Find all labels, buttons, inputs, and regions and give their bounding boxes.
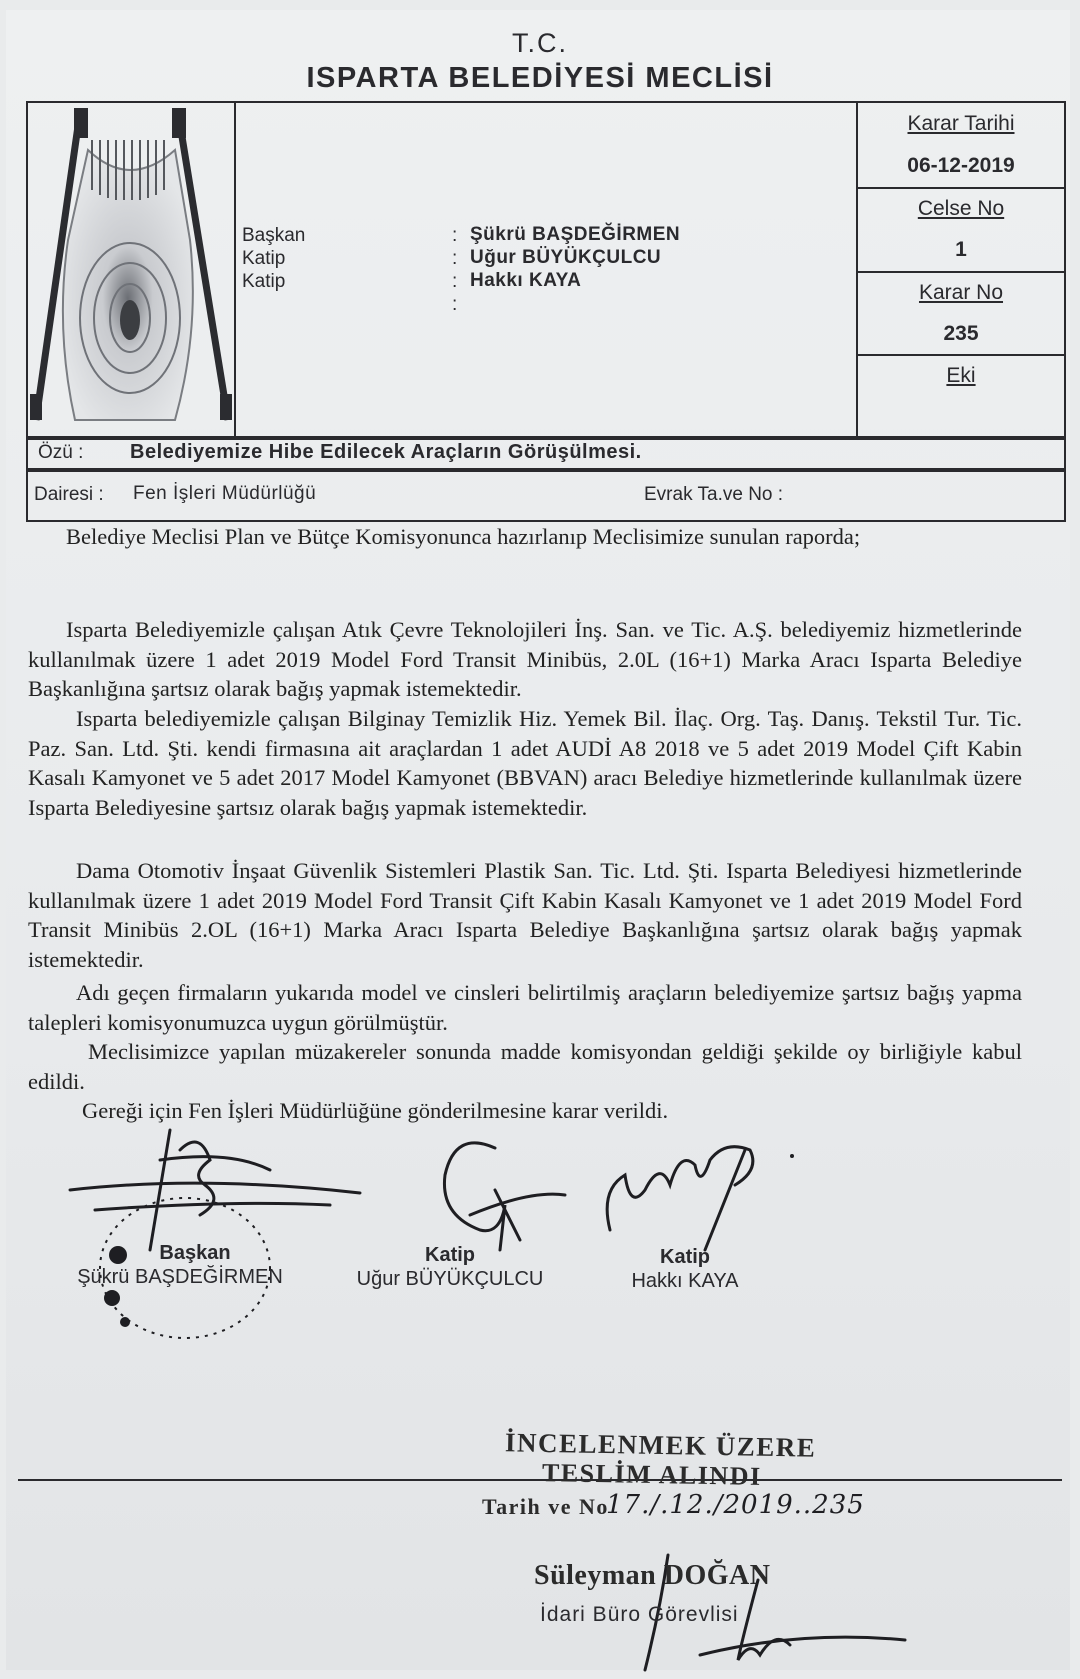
member-sep-3: :	[452, 271, 458, 292]
body-paragraph-1: Isparta Belediyemizle çalışan Atık Çevre Teknolojileri İnş. San. ve Tic. A.Ş. belediyemiz hizmetlerinde kullanılmak üzere 1 adet 2019 Model Ford Transit Minibüs, 2.0L (16+1) Marka Aracı Isparta Belediye Başkanlığına şartsız olarak bağış yapmak istemektedir.	[28, 617, 1022, 701]
body-paragraph-6: Gereği için Fen İşleri Müdürlüğüne gönderilmesine karar verildi.	[82, 1098, 669, 1123]
member-sep-2: :	[452, 248, 458, 269]
signature-name-clerk-2: Hakkı KAYA	[631, 1270, 739, 1292]
attachment-label: Eki	[946, 364, 976, 387]
document-number-label: Evrak Ta.ve No :	[644, 484, 784, 505]
receipt-date-handwritten: 17./.12./2019..235	[606, 1490, 865, 1520]
receipt-official-name: Süleyman DOĞAN	[534, 1560, 771, 1591]
member-role-3: Katip	[242, 271, 286, 292]
body-intro: Belediye Meclisi Plan ve Bütçe Komisyonunca hazırlanıp Meclisimize sunulan raporda;	[66, 524, 861, 549]
department-value: Fen İşleri Müdürlüğü	[133, 483, 317, 504]
header-tc: T.C.	[511, 28, 568, 58]
member-name-3: Hakkı KAYA	[470, 270, 582, 291]
right-row-divider-2	[858, 271, 1064, 273]
session-number-label: Celse No	[917, 197, 1005, 220]
right-row-divider-1	[858, 187, 1064, 189]
decision-number-label: Karar No	[918, 281, 1004, 304]
summary-value: Belediyemize Hibe Edilecek Araçların Görüşülmesi.	[130, 441, 642, 463]
body-paragraph-4: Adı geçen firmaların yukarıda model ve cinsleri belirtilmiş araçların belediyemize şartsız bağış yapma talepleri komisyonumuzca uygun görülmüştür.	[28, 980, 1022, 1035]
receipt-stamp-line-1: İNCELENMEK ÜZERE	[504, 1427, 817, 1463]
body-paragraph-5: Meclisimizce yapılan müzakereler sonunda madde komisyondan geldiği şekilde oy birliğiyle kabul edildi.	[28, 1039, 1022, 1094]
body-paragraph-3: Dama Otomotiv İnşaat Güvenlik Sistemleri Plastik San. Tic. Ltd. Şti. Isparta Belediyesi hizmetlerinde kullanılmak üzere 1 adet 2019 Model Ford Transit Çift Kabin Kasalı Kamyonet ve 1 adet 2019 Model Ford Transit Minibüs 2.OL (16+1) Marka Aracı Isparta Belediye Başkanlığına şartsız olarak bağış yapmak istemektedir.	[28, 858, 1022, 972]
decision-date-label: Karar Tarihi	[907, 112, 1015, 135]
department-label: Dairesi :	[34, 484, 104, 505]
decision-date-value: 06-12-2019	[907, 154, 1015, 177]
member-name-1: Şükrü BAŞDEĞİRMEN	[470, 224, 681, 245]
member-sep-extra: :	[452, 294, 458, 315]
signature-role-clerk-2: Katip	[660, 1246, 710, 1268]
logo-divider	[234, 101, 236, 438]
member-name-2: Uğur BÜYÜKÇULCU	[470, 247, 662, 268]
session-number-value: 1	[955, 238, 967, 261]
signature-role-president: Başkan	[159, 1242, 231, 1264]
signature-name-president: Şükrü BAŞDEĞİRMEN	[77, 1266, 283, 1288]
receipt-date-label: Tarih ve No	[482, 1494, 609, 1519]
header-institution: ISPARTA BELEDİYESİ MECLİSİ	[306, 62, 774, 94]
signature-name-clerk-1: Uğur BÜYÜKÇULCU	[356, 1268, 544, 1290]
receipt-stamp-line-2: TESLİM ALINDI	[541, 1458, 762, 1491]
body-paragraph-2: Isparta belediyemizle çalışan Bilginay Temizlik Hiz. Yemek Bil. İlaç. Org. Taş. Danış. Tekstil Tur. Tic. Paz. San. Ltd. Şti. kendi firmasına ait araçlardan 1 adet AUDİ A8 2018 ve 5 adet 2019 Model Çift Kabin Kasalı Kamyonet ve 5 adet 2017 Model Kamyonet (BBVAN) aracı Belediye hizmetlerinde kullanılmak üzere Isparta Belediyesine şartsız olarak bağış yapmak istemektedir.	[28, 706, 1022, 820]
bottom-frame-line	[18, 1479, 1062, 1481]
member-role-2: Katip	[242, 248, 286, 269]
member-sep-1: :	[452, 225, 458, 246]
member-role-1: Başkan	[242, 225, 306, 246]
receipt-official-title: İdari Büro Görevlisi	[540, 1603, 739, 1626]
signature-role-clerk-1: Katip	[425, 1244, 475, 1266]
summary-label: Özü :	[38, 442, 84, 463]
decision-number-value: 235	[943, 322, 979, 345]
right-row-divider-3	[858, 354, 1064, 356]
